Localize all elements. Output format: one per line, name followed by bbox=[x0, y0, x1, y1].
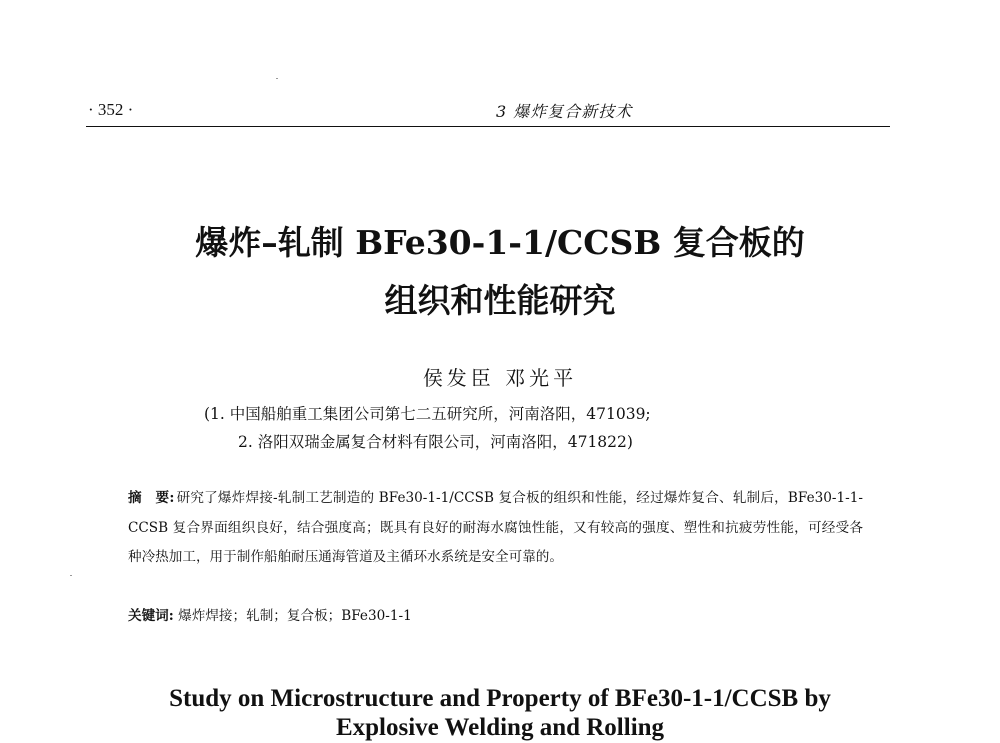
paper-title-line-2: 组织和性能研究 bbox=[384, 281, 616, 320]
keywords bbox=[128, 606, 863, 626]
english-title-line-1: Study on Microstructure and Property of BFe30-1-1/CCSB by bbox=[169, 685, 831, 712]
scan-speck bbox=[70, 575, 72, 576]
affiliation-1: (1. 中国船舶重工集团公司第七二五研究所，河南洛阳，471039; bbox=[204, 405, 651, 423]
abstract bbox=[128, 484, 863, 573]
page-number: · 352 · bbox=[88, 100, 134, 119]
english-title-line-2: Explosive Welding and Rolling bbox=[335, 714, 665, 741]
keywords-text: 爆炸焊接；轧制；复合板；BFe30-1-1 bbox=[173, 608, 412, 624]
authors: 侯发臣 邓光平 bbox=[422, 366, 578, 390]
scan-speck bbox=[276, 78, 278, 79]
keywords-label: 关键词: bbox=[128, 608, 174, 624]
section-title: 3 爆炸复合新技术 bbox=[496, 102, 633, 121]
abstract-text: 研究了爆炸焊接-轧制工艺制造的 BFe30-1-1/CCSB 复合板的组织和性能，经过爆炸复合、轧制后，BFe30-1-1-CCSB 复合界面组织良好，结合强度高；既具有良好的耐海水腐蚀性能，又有较高的强度、塑性和抗疲劳性能，可经受各种冷热加工，用于制作船舶耐压通海管道及主循环水系统是安全可靠的。 bbox=[128, 490, 863, 565]
paper-title-line-1: 爆炸–轧制 BFe30-1-1/CCSB 复合板的 bbox=[195, 223, 805, 262]
affiliation-2: 2. 洛阳双瑞金属复合材料有限公司，河南洛阳，471822) bbox=[238, 433, 633, 451]
header-rule bbox=[86, 126, 890, 127]
running-header bbox=[86, 98, 890, 124]
abstract-label: 摘 要: bbox=[128, 490, 175, 506]
